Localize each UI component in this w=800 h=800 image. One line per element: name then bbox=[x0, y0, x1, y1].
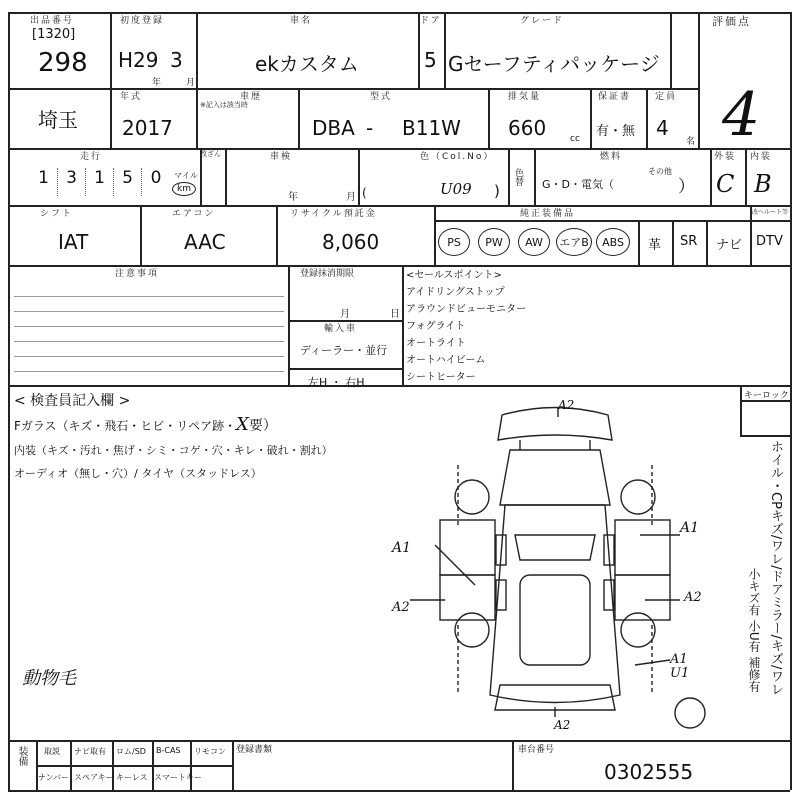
wheel-rear-right bbox=[621, 613, 655, 647]
car-name: ekカスタム bbox=[255, 52, 359, 76]
front-bumper-shape bbox=[498, 408, 612, 441]
rule bbox=[298, 88, 300, 148]
rule bbox=[8, 790, 790, 792]
warranty: 有・無 bbox=[596, 124, 636, 139]
sales-point: アイドリングストップ bbox=[406, 287, 505, 298]
odometer-label: 改ざん bbox=[200, 150, 221, 158]
rule bbox=[402, 265, 404, 385]
footer-item: B-CAS bbox=[156, 746, 181, 755]
equip-sr: SR bbox=[680, 234, 698, 249]
inspector-title: < 検査員記入欄 > bbox=[14, 393, 131, 409]
inspector-line2: 内装（キズ・汚れ・焦げ・シミ・コゲ・穴・キレ・破れ・割れ） bbox=[14, 444, 333, 457]
aircon: AAC bbox=[184, 230, 226, 254]
footer-item: キーレス bbox=[116, 773, 148, 782]
mileage-digit: 5 bbox=[114, 168, 142, 196]
side-notes-2: 小キズ有 小U有 補修有 bbox=[747, 568, 761, 693]
grade-label: グレード bbox=[520, 16, 565, 26]
first-reg-label: 初度登録 bbox=[120, 16, 165, 26]
first-reg-month: 3 bbox=[170, 48, 183, 72]
mileage-digit: 1 bbox=[86, 168, 114, 196]
doors-label: ドア bbox=[420, 16, 442, 26]
exterior-label: 外装 bbox=[714, 152, 737, 162]
inspector-line1 bbox=[14, 414, 277, 435]
rule bbox=[358, 148, 360, 205]
rule bbox=[670, 12, 672, 88]
registration: 埼玉 bbox=[38, 108, 78, 132]
damage-mark: A2 bbox=[558, 398, 575, 412]
interior-grade: B bbox=[754, 170, 772, 198]
rule bbox=[8, 88, 698, 90]
mileage-label: 走行 bbox=[80, 152, 103, 162]
left-front-door bbox=[440, 520, 495, 575]
rule bbox=[444, 12, 446, 88]
wheel-rear-left bbox=[455, 613, 489, 647]
inspector-line3: オーディオ（無し・穴）/ タイヤ（スタッドレス） bbox=[14, 467, 262, 480]
roof-shape bbox=[520, 575, 590, 665]
wheel-front-left bbox=[455, 480, 489, 514]
sales-point: オートハイビーム bbox=[406, 355, 486, 366]
rule bbox=[196, 12, 198, 88]
lot-bracket: [1320] bbox=[32, 27, 76, 42]
rule bbox=[706, 220, 708, 265]
inspection-month: 月 bbox=[346, 192, 356, 203]
rule bbox=[8, 205, 790, 207]
inspection-year: 年 bbox=[288, 192, 298, 203]
rear-shape bbox=[495, 685, 615, 710]
side-outline bbox=[458, 465, 652, 695]
rule bbox=[232, 740, 234, 790]
rule bbox=[508, 148, 510, 205]
inspection-paren: ( bbox=[362, 186, 367, 200]
mileage-digit: 1 bbox=[30, 168, 58, 196]
deadline-day: 日 bbox=[390, 309, 400, 320]
color-label: 色（Col.No） bbox=[420, 152, 495, 162]
rule bbox=[288, 368, 402, 370]
inspection-label: 車検 bbox=[270, 152, 293, 162]
color-paren: ) bbox=[494, 182, 500, 200]
caution-label: 注意事項 bbox=[115, 269, 160, 279]
inspector-line1-text: Fガラス（キズ・飛石・ヒビ・リペア跡・ bbox=[14, 419, 237, 433]
rule bbox=[698, 12, 700, 148]
footer-item: スペアキー bbox=[74, 773, 114, 782]
damage-mark: A2 bbox=[392, 600, 410, 615]
footer-item: ロム/SD bbox=[116, 747, 146, 756]
sales-point: アラウンドビューモニター bbox=[406, 304, 526, 315]
chassis-label: 車台番号 bbox=[518, 745, 555, 755]
reg-doc-label: 登録書類 bbox=[236, 745, 273, 755]
equip-airbag: エアB bbox=[556, 228, 592, 256]
eval-label: 評価点 bbox=[712, 15, 751, 28]
mileage-digit: 3 bbox=[58, 168, 86, 196]
caution-lines bbox=[14, 282, 284, 372]
equip-dtv: DTV bbox=[756, 234, 783, 249]
right-front-door bbox=[615, 520, 670, 575]
grade: Gセーフティパッケージ bbox=[448, 52, 660, 76]
footer-item: 取説 bbox=[44, 747, 60, 756]
rule bbox=[638, 220, 640, 265]
rule bbox=[110, 12, 112, 148]
damage-mark: A1 bbox=[670, 652, 688, 667]
score: 4 bbox=[722, 80, 761, 150]
side-notes: ホイル・CPキズ/ワレ/ドアミラー/キズ/ワレ bbox=[768, 440, 783, 696]
seats-label: 定員 bbox=[655, 92, 678, 102]
inspector-line1-mark: X bbox=[236, 414, 249, 435]
rule bbox=[672, 220, 674, 265]
rule bbox=[196, 88, 198, 148]
history-sub-label: ※記入は該当時 bbox=[200, 101, 248, 109]
chassis-number: 0302555 bbox=[604, 760, 694, 784]
sales-point: フォグライト bbox=[406, 321, 466, 332]
month-unit: 月 bbox=[186, 78, 196, 88]
handle: 左H ・ 右H bbox=[308, 376, 365, 389]
seats-unit: 名 bbox=[686, 137, 696, 147]
equipment-label: 純正装備品 bbox=[520, 209, 576, 219]
import-label: 輸入車 bbox=[324, 324, 358, 334]
equip-pw: PW bbox=[478, 228, 510, 256]
model-year: 2017 bbox=[122, 116, 173, 140]
sales-label: <セールスポイント> bbox=[406, 270, 502, 281]
fuel-other: その他 bbox=[648, 167, 672, 176]
model-dash: - bbox=[366, 116, 374, 140]
rule bbox=[740, 385, 742, 435]
cc-unit: cc bbox=[570, 134, 580, 144]
rule bbox=[288, 265, 290, 385]
color-code: U09 bbox=[440, 180, 472, 198]
windshield-shape bbox=[515, 535, 595, 560]
rule bbox=[140, 205, 142, 265]
import-type: ディーラー・並行 bbox=[300, 344, 388, 357]
rule bbox=[646, 88, 648, 148]
damage-mark: U1 bbox=[670, 666, 690, 681]
rule bbox=[534, 148, 536, 205]
fuel-close: ） bbox=[678, 177, 695, 197]
equip-ps: PS bbox=[438, 228, 470, 256]
rule bbox=[8, 385, 790, 387]
lot-label: 出品番号 bbox=[30, 16, 75, 26]
rule bbox=[8, 740, 790, 742]
seats: 4 bbox=[656, 116, 669, 140]
equip-aw: AW bbox=[518, 228, 550, 256]
car-diagram bbox=[380, 395, 730, 735]
mileage-unit-mile: マイル bbox=[174, 171, 198, 180]
displacement-label: 排気量 bbox=[508, 92, 542, 102]
rule bbox=[434, 205, 436, 265]
first-reg-era: H29 bbox=[118, 48, 159, 72]
wheel-front-right bbox=[621, 480, 655, 514]
rule bbox=[8, 148, 790, 150]
spare-wheel bbox=[675, 698, 705, 728]
model-code: B11W bbox=[402, 116, 461, 140]
recycle-fee: 8,060 bbox=[322, 230, 380, 254]
lot-number: 298 bbox=[38, 48, 88, 78]
rule bbox=[8, 12, 10, 790]
rule bbox=[790, 12, 792, 790]
hood-shape bbox=[500, 450, 610, 505]
shift: IAT bbox=[58, 230, 89, 254]
mileage-digit: 0 bbox=[150, 168, 162, 188]
equip-navi: ナビ bbox=[716, 238, 743, 253]
recycle-label: リサイクル預託金 bbox=[290, 209, 377, 219]
mileage-unit-km: km bbox=[172, 182, 196, 196]
damage-mark: A2 bbox=[684, 590, 702, 605]
model-prefix: DBA bbox=[312, 116, 355, 140]
equip-leather: 革 bbox=[648, 238, 662, 253]
footer-item: スマートキー bbox=[154, 773, 202, 782]
model-label: 型式 bbox=[370, 92, 393, 102]
exterior-grade: C bbox=[716, 170, 735, 198]
car-name-label: 車名 bbox=[290, 16, 313, 26]
rule bbox=[710, 148, 712, 205]
era-unit: 年 bbox=[152, 78, 162, 88]
rule bbox=[512, 740, 514, 790]
sales-point: シートヒーター bbox=[406, 372, 476, 383]
rule bbox=[740, 435, 790, 437]
equip-abs: ABS bbox=[596, 228, 630, 256]
damage-mark: A1 bbox=[392, 540, 412, 556]
handwritten-note: 動物毛 bbox=[22, 668, 76, 689]
footer-side-label: 装備 bbox=[16, 746, 27, 766]
damage-mark: A2 bbox=[554, 718, 571, 732]
rule bbox=[276, 205, 278, 265]
warranty-label: 保証書 bbox=[598, 92, 632, 102]
aircon-label: エアコン bbox=[172, 209, 216, 219]
rule bbox=[434, 220, 790, 222]
rule bbox=[745, 148, 747, 205]
rule bbox=[590, 88, 592, 148]
interior-label: 内装 bbox=[750, 152, 773, 162]
fuel-label: 燃料 bbox=[600, 152, 623, 162]
doors: 5 bbox=[424, 48, 437, 72]
damage-mark: A1 bbox=[680, 520, 700, 536]
deadline-label: 登録抹消期限 bbox=[300, 269, 355, 279]
pointer-line bbox=[435, 545, 475, 585]
color-side: 色替 bbox=[513, 168, 523, 186]
mileage-digits bbox=[30, 168, 170, 196]
numbering-label: 改ヘルート等 bbox=[752, 209, 789, 216]
key-label: キーロック bbox=[744, 391, 789, 401]
footer-item: リモコン bbox=[194, 747, 226, 756]
deadline-month: 月 bbox=[340, 309, 350, 320]
displacement: 660 bbox=[508, 116, 547, 140]
sales-point: オートライト bbox=[406, 338, 466, 349]
model-year-label: 年式 bbox=[120, 92, 143, 102]
footer-item: ナビ取有 bbox=[74, 747, 106, 756]
rule bbox=[488, 88, 490, 148]
shift-label: シフト bbox=[40, 209, 74, 219]
rule bbox=[225, 148, 227, 205]
inspector-line1-req: 要） bbox=[248, 418, 277, 434]
footer-item: ナンバー bbox=[38, 773, 70, 782]
history-label: 車歴 bbox=[240, 92, 263, 102]
fuel: G・D・電気（ bbox=[542, 178, 614, 191]
rule bbox=[36, 765, 232, 767]
